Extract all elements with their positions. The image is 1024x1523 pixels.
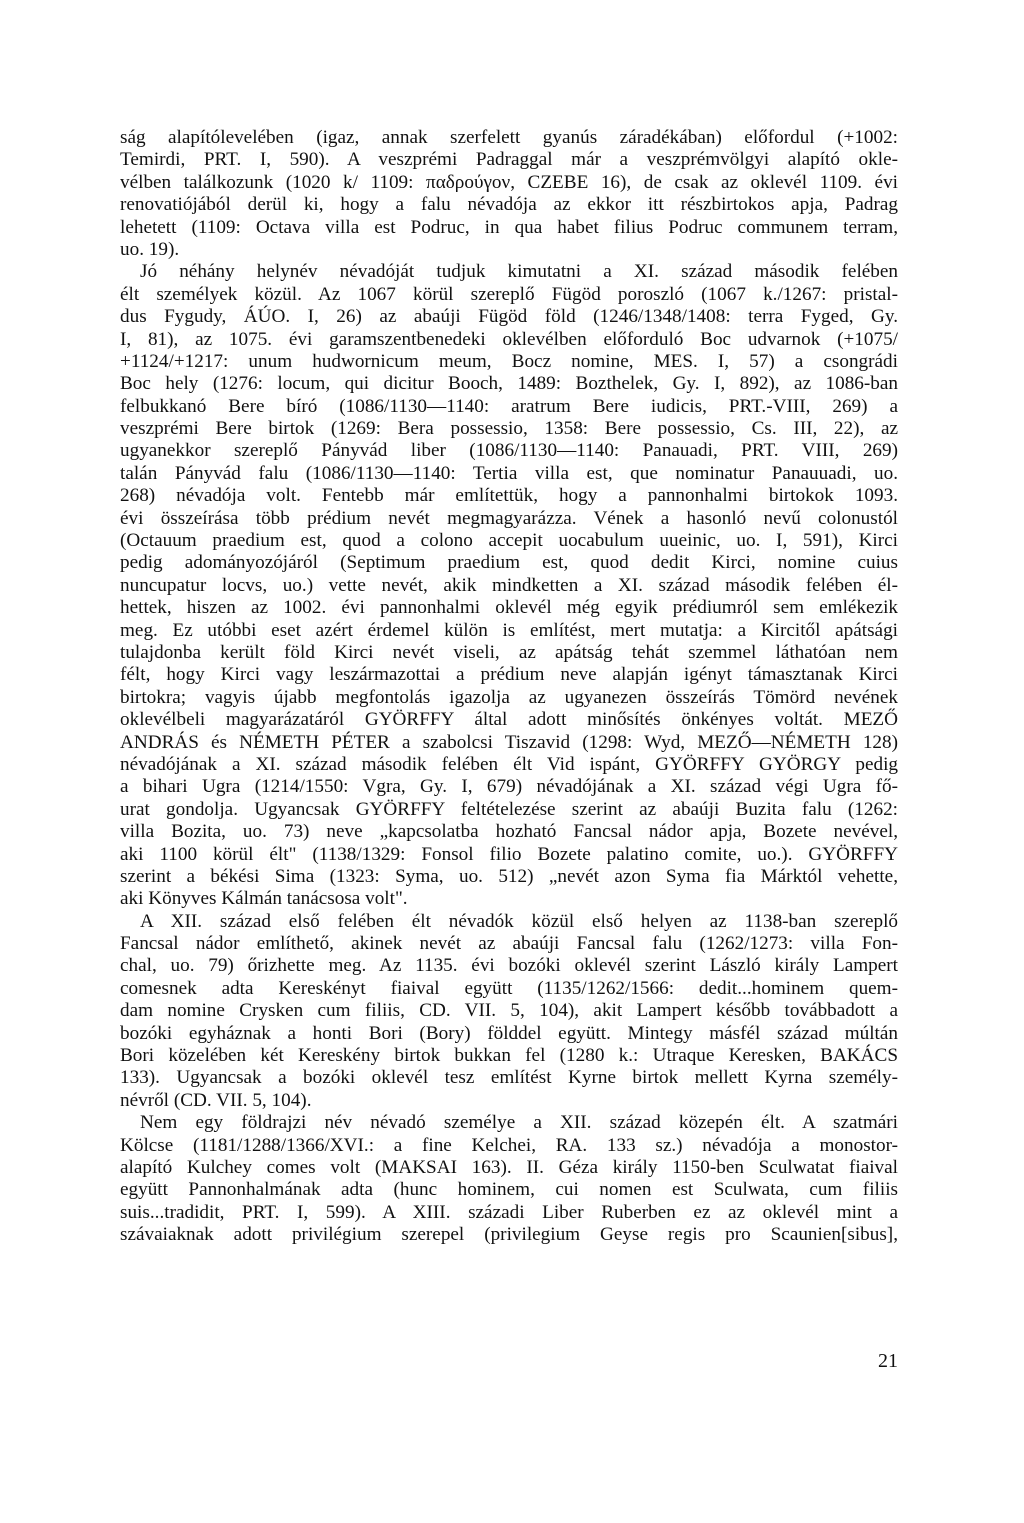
text-line: +1124/+1217: unum hudwornicum meum, Bocz nomine, MES. I, 57) a csongrádi [120,350,898,372]
text-line: Bori közelében két Kereskény birtok bukkan fel (1280 k.: Utraque Keresken, BAKÁCS [120,1045,898,1067]
text-line: vélben találkozunk (1020 k/ 1109: παδρούγον, CZEBE 16), de csak az oklevél 1109. évi [120,171,898,193]
text-line: pedig adományozójáról (Septimum praedium est, quod dedit Kirci, nomine cuius [120,552,898,574]
text-line: együtt Pannonhalmának adta (hunc hominem, cui nomen est Sculwata, cum filiis [120,1179,898,1201]
text-line: Nem egy földrajzi név névadó személye a XII. század közepén élt. A szatmári [140,1112,898,1134]
text-line: dam nomine Crysken cum filiis, CD. VII. 5, 104), akit Lampert később továbbadott a [120,1000,898,1022]
paragraph [120,911,898,1113]
text-line: (Octauum praedium est, quod a colono accepit uocabulum uueinic, uo. I, 591), Kirci [120,530,898,552]
text-line: Jó néhány helynév névadóját tudjuk kimutatni a XI. század második felében [140,261,898,283]
text-line: 268) névadója volt. Fentebb már említettük, hogy a pannonhalmi birtokok 1093. [120,485,898,507]
text-line: talán Pányvád falu (1086/1130—1140: Tertia villa est, que nominatur Panauuadi, uo. [120,462,898,484]
text-line: hettek, hiszen az 1002. évi pannonhalmi oklevél még egyik prédiumról sem emlékezik [120,597,898,619]
text-line: dus Fygudy, ÁÚO. I, 26) az abaúji Fügöd föld (1246/1348/1408: terra Fyged, Gy. [120,306,898,328]
text-line: Fancsal nádor említhető, akinek nevét az abaúji Fancsal falu (1262/1273: villa Fon- [120,933,898,955]
text-line: szerint a békési Sima (1323: Syma, uo. 512) „nevét azon Syma fia Márktól vehette, [120,865,898,887]
text-line: meg. Ez utóbbi eset azért érdemel külön is említést, mert mutatja: a Kircitől apátsági [120,619,898,641]
text-line: 133). Ugyancsak a bozóki oklevél tesz említést Kyrne birtok mellett Kyrna személy- [120,1067,898,1089]
body-text [120,127,898,1247]
text-line: felbukkanó Bere bíró (1086/1130—1140: aratrum Bere iudicis, PRT.-VIII, 269) a [120,395,898,417]
text-line: alapító Kulchey comes volt (MAKSAI 163). II. Géza király 1150-ben Sculwatat fiaival [120,1156,898,1178]
text-line: nuncupatur locvs, uo.) vette nevét, akik mindketten a XI. század második felében él- [120,574,898,596]
text-line: birtokra; vagyis újabb megfontolás igazolja az ugyanezen összeírás Tömörd nevének [120,686,898,708]
text-line: oklevélbeli magyarázatáról GYÖRFFY által adott minősítés önkényes voltát. MEZŐ [120,709,898,731]
paragraph [120,127,898,261]
text-line: névadójának a XI. század második felében élt Vid ispánt, GYÖRFFY GYÖRGY pedig [120,753,898,775]
text-line: félt, hogy Kirci vagy leszármazottai a prédium neve alapján igényt támasztanak Kirci [120,664,898,686]
text-line: bozóki egyháznak a honti Bori (Bory) földdel együtt. Mintegy másfél század múltán [120,1022,898,1044]
text-line: Boc hely (1276: locum, qui dicitur Booch, 1489: Bozthelek, Gy. I, 892), az 1086-ban [120,373,898,395]
text-line: a bihari Ugra (1214/1550: Vgra, Gy. I, 679) névadójának a XI. század végi Ugra fő- [120,776,898,798]
text-line: ugyanekkor szereplő Pányvád liber (1086/1130—1140: Panauadi, PRT. VIII, 269) [120,440,898,462]
text-line: comesnek adta Kereskényt fiaival együtt (1135/1262/1566: dedit...hominem quem- [120,977,898,999]
text-line: aki Könyves Kálmán tanácsosa volt". [120,888,408,910]
paragraph [120,261,898,910]
text-line: urat gondolja. Ugyancsak GYÖRFFY feltételezése szerint az abaúji Buzita falu (1262: [120,798,898,820]
text-line: veszprémi Bere birtok (1269: Bera possessio, 1358: Bere possessio, Cs. III, 22), az [120,418,898,440]
page-number: 21 [878,1350,898,1372]
text-line: ság alapítólevelében (igaz, annak szerfelett gyanús záradékában) előfordul (+1002: [120,127,898,148]
text-line: Kölcse (1181/1288/1366/XVI.: a fine Kelchei, RA. 133 sz.) névadója a monostor- [120,1134,898,1156]
text-line: élt személyek közül. Az 1067 körül szereplő Fügöd poroszló (1067 k./1267: pristal- [120,283,898,305]
text-line: aki 1100 körül élt" (1138/1329: Fonsol filio Bozete palatino comite, uo.). GYÖRFFY [120,843,898,865]
text-line: tulajdonba került föld Kirci nevét viseli, az apátság tehát szemmel láthatóan nem [120,641,898,663]
text-line: renovatiójából derül ki, hogy a falu névadója az ekkor itt részbirtokos apja, Padrag [120,194,898,216]
text-line: ANDRÁS és NÉMETH PÉTER a szabolcsi Tiszavid (1298: Wyd, MEZŐ—NÉMETH 128) [120,731,898,753]
text-line: Temirdi, PRT. I, 590). A veszprémi Padraggal már a veszprémvölgyi alapító okle- [120,149,898,171]
text-line: chal, uo. 79) őrizhette meg. Az 1135. évi bozóki oklevél szerint László király Lampert [120,955,898,977]
text-line: szávaiaknak adott privilégium szerepel (privilegium Geyse regis pro Scaunien[sibus], [120,1224,898,1246]
text-line: névről (CD. VII. 5, 104). [120,1089,312,1111]
paragraph [120,1112,898,1246]
text-line: évi összeírása több prédium nevét megmagyarázza. Vének a hasonló nevű colonustól [120,507,898,529]
text-line: lehetett (1109: Octava villa est Podruc, in qua habet filius Podruc communem terram, [120,216,898,238]
text-line: I, 81), az 1075. évi garamszentbenedeki oklevélben előforduló Boc udvarnok (+1075/ [120,328,898,350]
text-line: uo. 19). [120,238,180,260]
text-line: A XII. század első felében élt névadók közül első helyen az 1138-ban szereplő [140,910,898,932]
text-line: suis...tradidit, PRT. I, 599). A XIII. századi Liber Ruberben ez az oklevél mint a [120,1201,898,1223]
text-line: villa Bozita, uo. 73) neve „kapcsolatba hozható Fancsal nádor apja, Bozete nevével, [120,821,898,843]
